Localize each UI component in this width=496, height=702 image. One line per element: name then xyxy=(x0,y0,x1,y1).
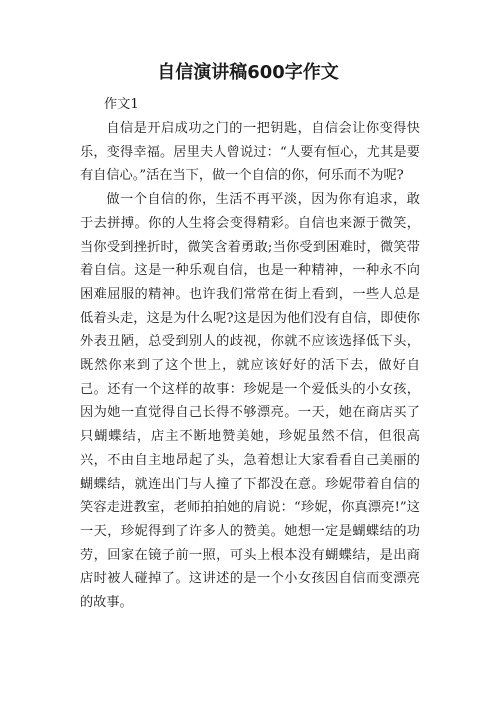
paragraph-2: 做一个自信的你，生活不再平淡，因为你有追求，敢于去拼搏。你的人生将会变得精彩。自信也来源于微笑，当你受到挫折时，微笑含着勇敢;当你受到困难时，微笑带着自信。这是一种乐观自信，也是一种精神，一种永不向困难屈服的精神。也许我们常常在街上看到，一些人总是低着头走，这是为什么呢?这是因为他们没有自信，即使你外表丑陋，总受到别人的歧视，你就不应该选择低下头，既然你来到了这个世上，就应该好好的活下去，做好自己。还有一个这样的故事：珍妮是一个爱低头的小女孩，因为她一直觉得自己长得不够漂亮。一天，她在商店买了只蝴蝶结，店主不断地赞美她，珍妮虽然不信，但很高兴，不由自主地昂起了头，急着想让大家看看自己美丽的蝴蝶结，就连出门与人撞了下都没在意。珍妮带着自信的笑容走进教室，老师拍拍她的肩说：“珍妮，你真漂亮!”这一天，珍妮得到了许多人的赞美。她想一定是蝴蝶结的功劳，回家在镜子前一照，可头上根本没有蝴蝶结，是出商店时被人碰掉了。这讲述的是一个小女孩因自信而变漂亮的故事。 xyxy=(80,192,420,611)
page-title: 自信演讲稿600字作文 xyxy=(157,62,339,83)
essay-body xyxy=(80,117,420,615)
paragraph-1: 自信是开启成功之门的一把钥匙，自信会让你变得快乐，变得幸福。居里夫人曾说过：“人要有恒心，尤其是要有自信心。”活在当下，做一个自信的你，何乐而不为呢? xyxy=(80,121,420,184)
essay-subtitle: 作文1 xyxy=(104,97,139,112)
